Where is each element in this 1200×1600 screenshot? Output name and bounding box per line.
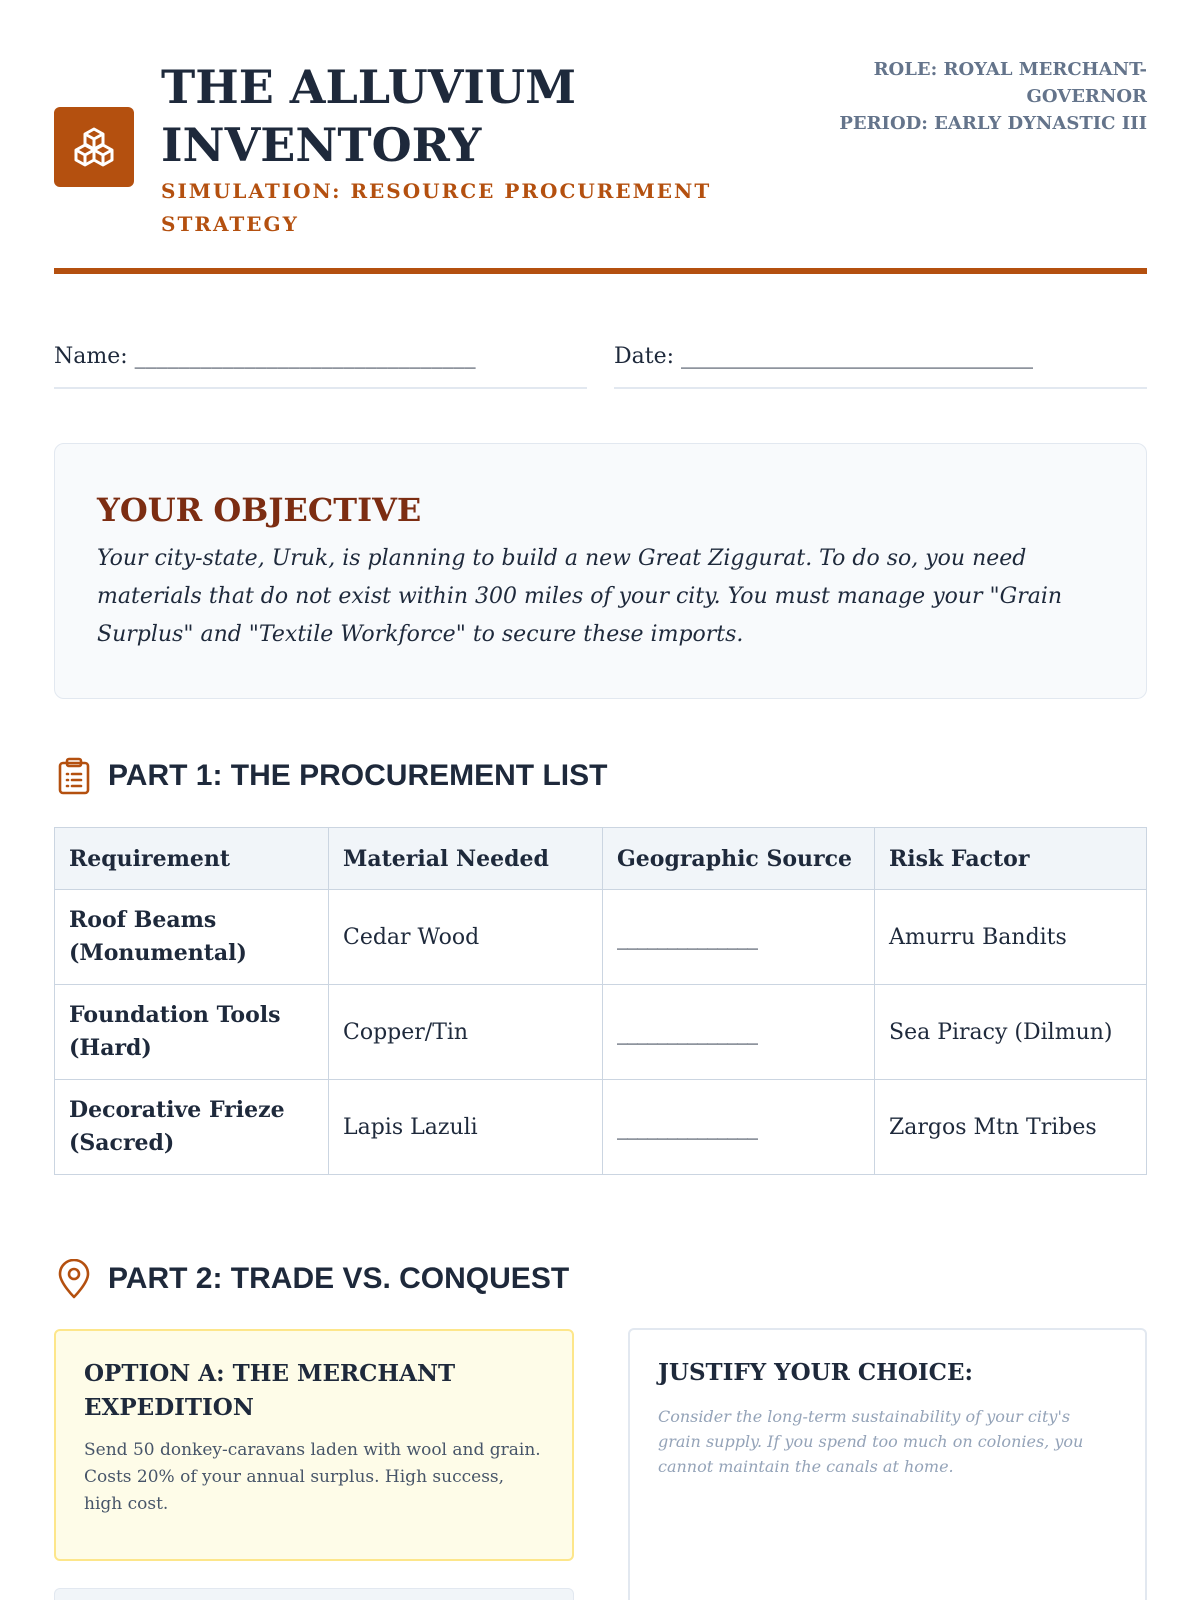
column-header: Geographic Source	[603, 828, 875, 890]
header-meta	[827, 56, 1147, 137]
column-header: Risk Factor	[875, 828, 1147, 890]
map-pin-icon	[54, 1259, 94, 1299]
risk-cell: Amurru Bandits	[875, 890, 1147, 985]
option-a-text: Send 50 donkey-caravans laden with wool and grain. Costs 20% of your annual surplus. High success, high cost.	[84, 1440, 541, 1514]
clipboard-icon	[54, 756, 94, 796]
justify-prompt: Consider the long-term sustainability of your city's grain supply. If you spend too much on colonies, you cannot maintain the canals at home.	[658, 1407, 1084, 1476]
part2-heading	[54, 1259, 569, 1299]
justify-box[interactable]	[628, 1328, 1147, 1600]
table-row	[55, 890, 1147, 985]
title-line-1: THE ALLUVIUM	[161, 60, 576, 114]
material-cell: Cedar Wood	[329, 890, 603, 985]
objective-text: Your city-state, Uruk, is planning to build a new Great Ziggurat. To do so, you need materials that do not exist within 300 miles of your city. You must manage your "Grain Surplus" and "Textile Workforce" to secure these imports.	[97, 546, 1063, 647]
table-header-row	[55, 828, 1147, 890]
procurement-table	[54, 827, 1147, 1175]
worksheet-header	[54, 56, 1147, 274]
source-blank[interactable]: ______________	[603, 985, 875, 1080]
title-line-2: INVENTORY	[161, 118, 482, 172]
name-field[interactable]: Name: _______________________________	[54, 333, 587, 389]
requirement-cell: Roof Beams (Monumental)	[55, 890, 329, 985]
option-a-title: OPTION A: THE MERCHANT EXPEDITION	[84, 1360, 456, 1421]
option-a-card[interactable]	[54, 1329, 574, 1561]
table-row	[55, 985, 1147, 1080]
table-row	[55, 1080, 1147, 1175]
column-header: Material Needed	[329, 828, 603, 890]
period-label: PERIOD: EARLY DYNASTIC III	[839, 113, 1147, 134]
column-header: Requirement	[55, 828, 329, 890]
material-cell: Copper/Tin	[329, 985, 603, 1080]
source-blank[interactable]: ______________	[603, 1080, 875, 1175]
requirement-cell: Foundation Tools (Hard)	[55, 985, 329, 1080]
role-label: ROLE: ROYAL MERCHANT-GOVERNOR	[873, 59, 1147, 107]
risk-cell: Zargos Mtn Tribes	[875, 1080, 1147, 1175]
risk-cell: Sea Piracy (Dilmun)	[875, 985, 1147, 1080]
objective-box	[54, 443, 1147, 699]
part2-title: PART 2: TRADE VS. CONQUEST	[108, 1262, 570, 1295]
page-subtitle: SIMULATION: RESOURCE PROCUREMENT STRATEGY	[161, 179, 712, 236]
cubes-icon	[54, 107, 134, 187]
part1-title: PART 1: THE PROCUREMENT LIST	[108, 759, 608, 792]
material-cell: Lapis Lazuli	[329, 1080, 603, 1175]
page-title	[161, 58, 621, 174]
date-field[interactable]: Date: ________________________________	[614, 333, 1147, 389]
source-blank[interactable]: ______________	[603, 890, 875, 985]
requirement-cell: Decorative Frieze (Sacred)	[55, 1080, 329, 1175]
justify-title: JUSTIFY YOUR CHOICE:	[658, 1359, 973, 1386]
option-b-card[interactable]	[54, 1588, 574, 1600]
objective-heading: YOUR OBJECTIVE	[97, 491, 422, 529]
part1-heading	[54, 756, 607, 796]
